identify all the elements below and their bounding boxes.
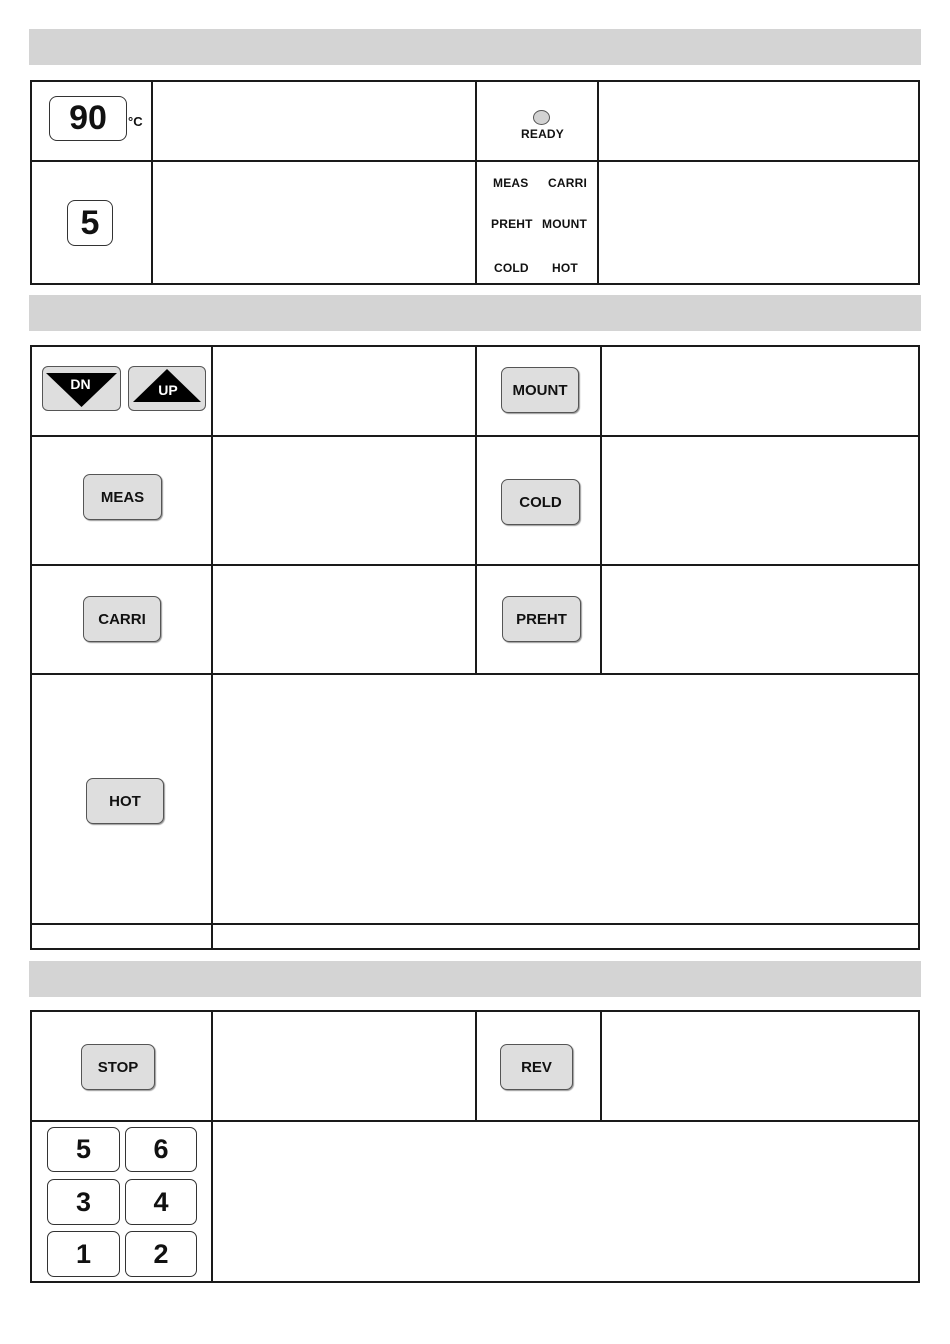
dn-label: DN [70, 376, 91, 392]
temperature-unit: °C [128, 114, 143, 129]
up-button[interactable] [128, 366, 206, 411]
preht-button[interactable]: PREHT [502, 596, 581, 642]
mount-button[interactable]: MOUNT [501, 367, 579, 413]
cold-button[interactable]: COLD [501, 479, 580, 525]
keypad-key-3[interactable]: 3 [47, 1179, 120, 1225]
keypad-key-1[interactable]: 1 [47, 1231, 120, 1277]
display-table [30, 80, 920, 285]
section-header-band-1 [29, 29, 921, 65]
section-header-band-2 [29, 295, 921, 331]
rev-button[interactable]: REV [500, 1044, 573, 1090]
indicator-mount: MOUNT [542, 217, 587, 231]
keypad-key-4[interactable]: 4 [125, 1179, 197, 1225]
hot-button[interactable]: HOT [86, 778, 164, 824]
indicator-hot: HOT [552, 261, 578, 275]
indicator-meas: MEAS [493, 176, 529, 190]
program-value: 5 [80, 203, 100, 242]
dn-button[interactable] [42, 366, 121, 411]
indicator-carri: CARRI [548, 176, 587, 190]
stop-button[interactable]: STOP [81, 1044, 155, 1090]
meas-button[interactable]: MEAS [83, 474, 162, 520]
keypad-key-6[interactable]: 6 [125, 1127, 197, 1172]
up-label: UP [158, 382, 178, 398]
ready-label: READY [521, 127, 565, 141]
section-header-band-3 [29, 961, 921, 997]
carri-button[interactable]: CARRI [83, 596, 161, 642]
indicator-cold: COLD [494, 261, 529, 275]
program-display [67, 200, 113, 246]
keypad-key-5[interactable]: 5 [47, 1127, 120, 1172]
temperature-value: 90 [69, 99, 107, 137]
run-keys-table [30, 1010, 920, 1283]
function-keys-table [30, 345, 920, 950]
indicator-preht: PREHT [491, 217, 533, 231]
temperature-display [49, 96, 127, 141]
keypad-key-2[interactable]: 2 [125, 1231, 197, 1277]
ready-led [533, 110, 550, 125]
